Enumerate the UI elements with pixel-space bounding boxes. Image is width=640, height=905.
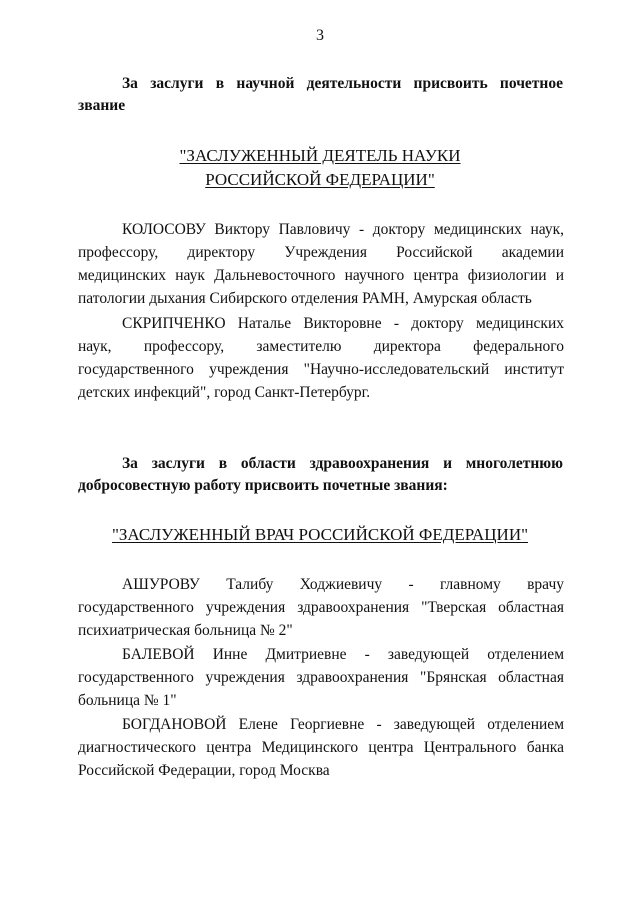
entry-line: психиатрическая больница № 2" bbox=[78, 622, 293, 639]
entry-line: государственного учреждения здравоохранения "Тверская областная bbox=[78, 599, 564, 616]
entry-line: государственного учреждения здравоохранения "Брянская областная bbox=[78, 669, 564, 686]
entry-line: Российской Федерации, город Москва bbox=[78, 762, 330, 779]
entry-line: медицинских наук Дальневосточного научного центра физиологии и bbox=[78, 267, 564, 284]
entry-line: наук, профессору, заместителю директора федерального bbox=[78, 338, 564, 355]
section1-intro-line2: звание bbox=[78, 97, 126, 114]
section1-title-line1: "ЗАСЛУЖЕННЫЙ ДЕЯТЕЛЬ НАУКИ bbox=[179, 146, 461, 165]
section2-title: "ЗАСЛУЖЕННЫЙ ВРАЧ РОССИЙСКОЙ ФЕДЕРАЦИИ" bbox=[111, 525, 529, 544]
entry-line: АШУРОВУ Талибу Ходжиевичу - главному врачу bbox=[122, 576, 564, 593]
page-number: 3 bbox=[316, 27, 324, 44]
entry-line: патологии дыхания Сибирского отделения РАМН, Амурская область bbox=[78, 290, 532, 307]
entry-line: БАЛЕВОЙ Инне Дмитриевне - заведующей отделением bbox=[122, 646, 564, 663]
section2-intro-line2: добросовестную работу присвоить почетные звания: bbox=[78, 477, 448, 494]
entry-line: детских инфекций", город Санкт-Петербург. bbox=[78, 384, 371, 401]
award-entry-skripchenko bbox=[78, 312, 564, 404]
entry-line: СКРИПЧЕНКО Наталье Викторовне - доктору медицинских bbox=[122, 315, 564, 332]
entry-line: БОГДАНОВОЙ Елене Георгиевне - заведующей отделением bbox=[122, 716, 564, 733]
section1-intro bbox=[78, 73, 563, 117]
award-entry-bogdanova bbox=[78, 713, 564, 782]
award-entry-kolosov bbox=[78, 218, 564, 310]
entry-line: профессору, директору Учреждения Российской академии bbox=[78, 244, 564, 261]
section2-intro-line1: За заслуги в области здравоохранения и многолетнюю bbox=[122, 455, 563, 472]
section1-title-line2: РОССИЙСКОЙ ФЕДЕРАЦИИ" bbox=[205, 170, 435, 189]
section1-intro-line1: За заслуги в научной деятельности присвоить почетное bbox=[122, 75, 563, 92]
section1-title bbox=[0, 144, 640, 192]
entry-line: больница № 1" bbox=[78, 692, 177, 709]
award-entry-ashurov bbox=[78, 573, 564, 642]
section2-intro bbox=[78, 453, 563, 497]
entry-line: КОЛОСОВУ Виктору Павловичу - доктору медицинских наук, bbox=[122, 221, 564, 238]
entry-line: государственного учреждения "Научно-исследовательский институт bbox=[78, 361, 564, 378]
award-entry-baleva bbox=[78, 643, 564, 712]
entry-line: диагностического центра Медицинского центра Центрального банка bbox=[78, 739, 564, 756]
